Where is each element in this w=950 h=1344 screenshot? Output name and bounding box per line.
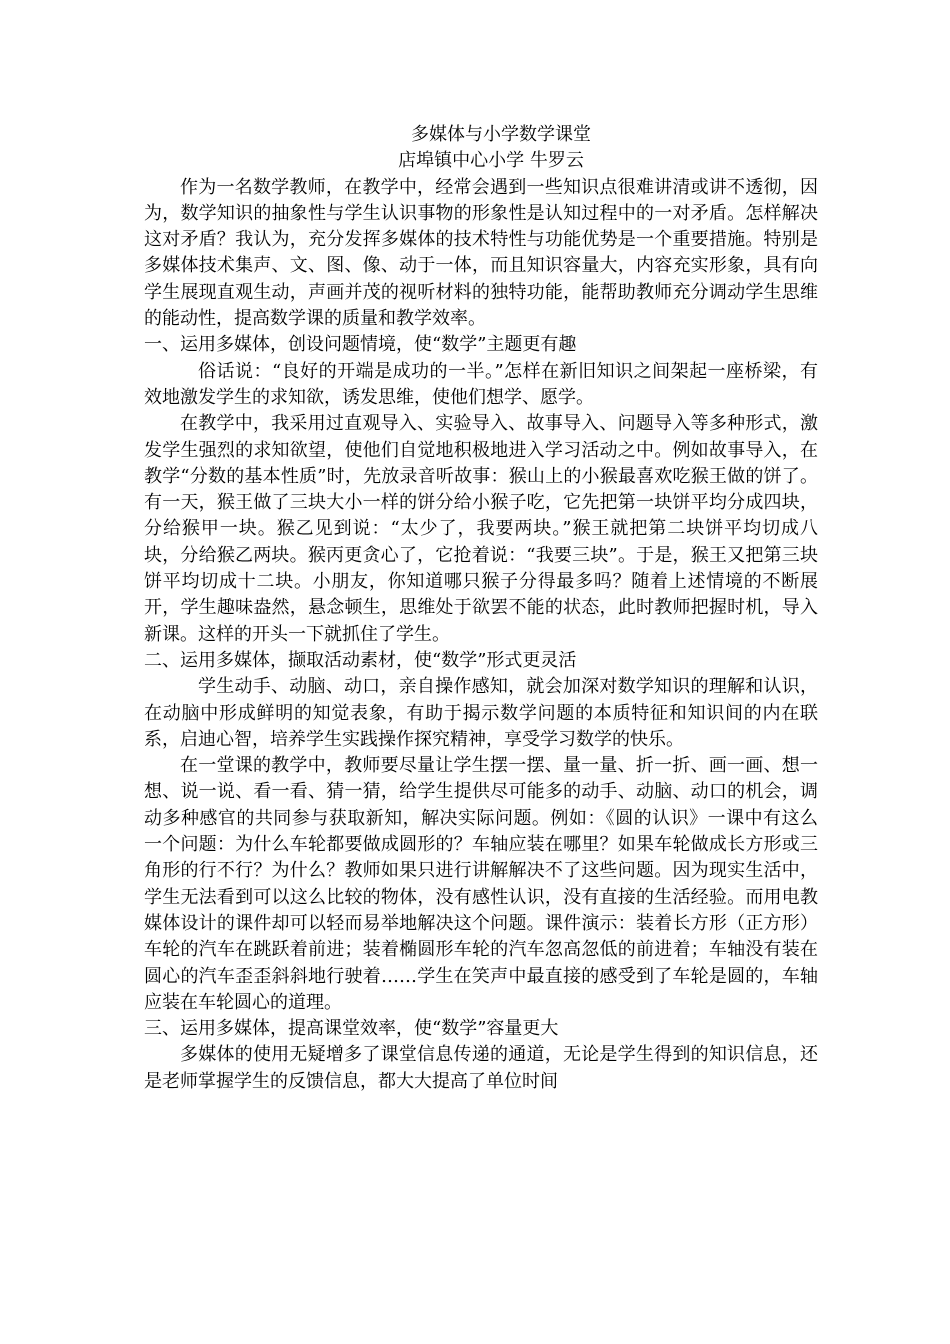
section-1-heading: 一、运用多媒体，创设问题情境，使“数学”主题更有趣 [144, 334, 577, 356]
section-3-heading: 三、运用多媒体，提高课堂效率，使“数学”容量更大 [144, 1018, 559, 1040]
section-2-paragraph-1: 学生动手、动脑、动口，亲自操作感知，就会加深对数学知识的理解和认识，在动脑中形成鲜明的知觉表象，有助于揭示数学问题的本质特征和知识间的内在联系，启迪心智，培养学生实践操作探究精神，享受学习数学的快乐。 [144, 676, 818, 750]
section-2-heading: 二、运用多媒体，撷取活动素材，使“数学”形式更灵活 [144, 649, 577, 671]
section-1-paragraph-2: 在教学中，我采用过直观导入、实验导入、故事导入、问题导入等多种形式，激发学生强烈的求知欲望，使他们自觉地积极地进入学习活动之中。例如故事导入，在教学“分数的基本性质”时，先放录音听故事：猴山上的小猴最喜欢吃猴王做的饼了。有一天，猴王做了三块大小一样的饼分给小猴子吃，它先把第一块饼平均分成四块，分给猴甲一块。猴乙见到说：“太少了，我要两块。”猴王就把第二块饼平均切成八块，分给猴乙两块。猴丙更贪心了，它抢着说：“我要三块”。于是，猴王又把第三块饼平均切成十二块。小朋友，你知道哪只猴子分得最多吗？随着上述情境的不断展开，学生趣味盎然，悬念顿生，思维处于欲罢不能的状态，此时教师把握时机，导入新课。这样的开头一下就抓住了学生。 [144, 413, 818, 645]
document-author: 店埠镇中心小学 牛罗云 [398, 150, 584, 172]
section-1-paragraph-1: 俗话说：“良好的开端是成功的一半。”怎样在新旧知识之间架起一座桥梁，有效地激发学生的求知欲，诱发思维，使他们想学、愿学。 [144, 360, 818, 408]
section-3-paragraph-1: 多媒体的使用无疑增多了课堂信息传递的通道，无论是学生得到的知识信息，还是老师掌握学生的反馈信息，都大大提高了单位时间 [144, 1044, 818, 1092]
document-page [144, 122, 818, 1095]
document-title: 多媒体与小学数学课堂 [411, 124, 591, 145]
intro-paragraph: 作为一名数学教师，在教学中，经常会遇到一些知识点很难讲清或讲不透彻，因为，数学知识的抽象性与学生认识事物的形象性是认知过程中的一对矛盾。怎样解决这对矛盾？我认为，充分发挥多媒体的技术特性与功能优势是一个重要措施。特别是多媒体技术集声、文、图、像、动于一体，而且知识容量大，内容充实形象，具有向学生展现直观生动，声画并茂的视听材料的独特功能，能帮助教师充分调动学生思维的能动性，提高数学课的质量和教学效率。 [144, 176, 818, 330]
section-2-paragraph-2: 在一堂课的教学中，教师要尽量让学生摆一摆、量一量、折一折、画一画、想一想、说一说、看一看、猜一猜，给学生提供尽可能多的动手、动脑、动口的机会，调动多种感官的共同参与获取新知，解决实际问题。例如：《圆的认识》一课中有这么一个问题：为什么车轮都要做成圆形的？车轴应装在哪里？如果车轮做成长方形或三角形的行不行？为什么？教师如果只进行讲解解决不了这些问题。因为现实生活中，学生无法看到可以这么比较的物体，没有感性认识，没有直接的生活经验。而用电教媒体设计的课件却可以轻而易举地解决这个问题。课件演示：装着长方形（正方形）车轮的汽车在跳跃着前进；装着椭圆形车轮的汽车忽高忽低的前进着；车轴没有装在圆心的汽车歪歪斜斜地行驶着……学生在笑声中最直接的感受到了车轮是圆的，车轴应装在车轮圆心的道理。 [144, 755, 818, 1013]
